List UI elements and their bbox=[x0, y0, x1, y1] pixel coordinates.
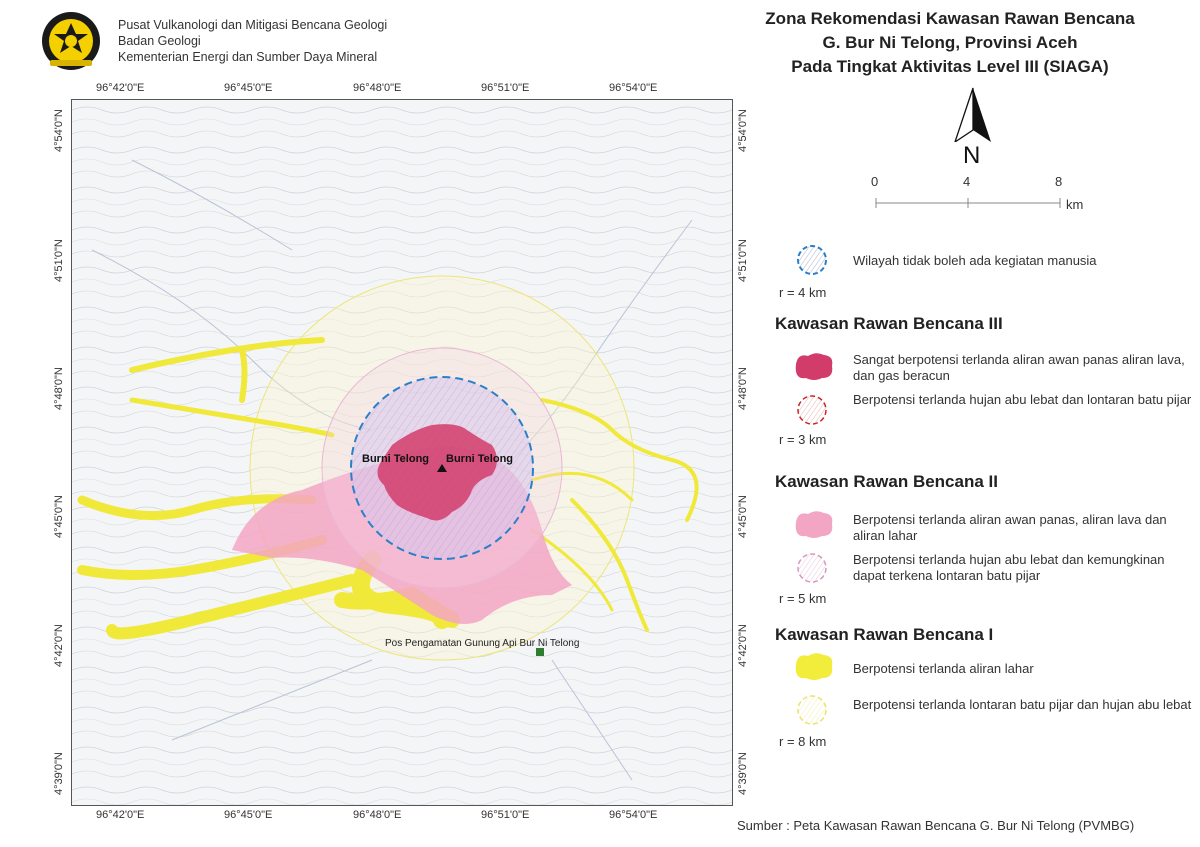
map-title-line-3: Pada Tingkat Aktivitas Level III (SIAGA) bbox=[791, 57, 1109, 76]
legend-krb3-title: Kawasan Rawan Bencana III bbox=[775, 314, 1003, 333]
lat-label-right: 4°54'0"N bbox=[737, 109, 749, 152]
legend-exclusion-text: Wilayah tidak boleh ada kegiatan manusia bbox=[853, 253, 1097, 268]
map-title-line-2: G. Bur Ni Telong, Provinsi Aceh bbox=[822, 33, 1078, 52]
lon-label-top: 96°45'0"E bbox=[224, 82, 273, 94]
map-title-line-1: Zona Rekomendasi Kawasan Rawan Bencana bbox=[765, 9, 1135, 28]
agency-line-3: Kementerian Energi dan Sumber Daya Mineral bbox=[118, 50, 378, 64]
legend-krb1-title: Kawasan Rawan Bencana I bbox=[775, 625, 994, 644]
agency-line-2: Badan Geologi bbox=[118, 34, 201, 48]
lat-label-right: 4°48'0"N bbox=[737, 367, 749, 410]
legend-krb3-flow-text: Sangat berpotensi terlanda aliran awan panas aliran lava, dan gas beracun bbox=[853, 352, 1185, 383]
lat-label-right: 4°45'0"N bbox=[737, 495, 749, 538]
legend-krb2-flow-text: Berpotensi terlanda aliran awan panas, aliran lava dan aliran lahar bbox=[853, 512, 1167, 543]
volcano-label: Burni Telong bbox=[446, 453, 514, 465]
legend-krb1-ash-text: Berpotensi terlanda lontaran batu pijar dan hujan abu lebat bbox=[853, 697, 1192, 712]
scale-tick-label: 4 bbox=[963, 174, 971, 189]
lat-label-left: 4°54'0"N bbox=[53, 109, 65, 152]
legend-exclusion-radius: r = 4 km bbox=[779, 285, 827, 300]
north-arrow-label: N bbox=[963, 142, 981, 169]
legend-krb3-flow-symbol bbox=[792, 350, 836, 389]
lat-label-right: 4°42'0"N bbox=[737, 624, 749, 667]
scale-unit: km bbox=[1066, 197, 1084, 212]
map-source-note: Sumber : Peta Kawasan Rawan Bencana G. Bur Ni Telong (PVMBG) bbox=[737, 818, 1135, 833]
esdm-logo bbox=[40, 10, 102, 72]
legend-krb3-ash-text: Berpotensi terlanda hujan abu lebat dan lontaran batu pijar bbox=[853, 392, 1192, 407]
legend-exclusion-symbol bbox=[796, 244, 828, 281]
lat-label-left: 4°51'0"N bbox=[53, 239, 65, 282]
legend-krb2-ash-text: Berpotensi terlanda hujan abu lebat dan kemungkinan dapat terkena lontaran batu pijar bbox=[853, 552, 1165, 583]
lon-label-top: 96°54'0"E bbox=[609, 82, 658, 94]
lat-label-left: 4°45'0"N bbox=[53, 495, 65, 538]
scale-bar bbox=[875, 196, 1065, 215]
legend-krb1-flow-symbol bbox=[792, 650, 836, 689]
lon-label-top: 96°42'0"E bbox=[96, 82, 145, 94]
volcano-label: Burni Telong bbox=[362, 453, 430, 465]
lat-label-left: 4°42'0"N bbox=[53, 624, 65, 667]
lat-label-left: 4°39'0"N bbox=[53, 752, 65, 795]
north-arrow bbox=[952, 86, 994, 147]
lat-label-right: 4°51'0"N bbox=[737, 239, 749, 282]
legend-krb2-ash-symbol bbox=[796, 552, 828, 589]
observation-post-marker[interactable] bbox=[536, 648, 544, 656]
lon-label-bottom: 96°48'0"E bbox=[353, 809, 402, 821]
lat-label-right: 4°39'0"N bbox=[737, 752, 749, 795]
lon-label-bottom: 96°54'0"E bbox=[609, 809, 658, 821]
legend-krb1-ash-symbol bbox=[796, 694, 828, 731]
agency-line-1: Pusat Vulkanologi dan Mitigasi Bencana Geologi bbox=[118, 18, 388, 32]
lon-label-top: 96°51'0"E bbox=[481, 82, 530, 94]
scale-tick-label: 8 bbox=[1055, 174, 1063, 189]
observation-post-label: Pos Pengamatan Gunung Api Bur Ni Telong bbox=[385, 638, 580, 649]
legend-krb3-radius: r = 3 km bbox=[779, 432, 827, 447]
lon-label-bottom: 96°42'0"E bbox=[96, 809, 145, 821]
legend-krb1-radius: r = 8 km bbox=[779, 734, 827, 749]
legend-krb3-ash-symbol bbox=[796, 394, 828, 431]
lon-label-bottom: 96°45'0"E bbox=[224, 809, 273, 821]
legend-krb1-flow-text: Berpotensi terlanda aliran lahar bbox=[853, 661, 1034, 676]
legend-krb2-flow-symbol bbox=[792, 508, 836, 547]
lon-label-bottom: 96°51'0"E bbox=[481, 809, 530, 821]
lon-label-top: 96°48'0"E bbox=[353, 82, 402, 94]
legend-krb2-title: Kawasan Rawan Bencana II bbox=[775, 472, 998, 491]
scale-tick-label: 0 bbox=[871, 174, 879, 189]
legend-krb2-radius: r = 5 km bbox=[779, 591, 827, 606]
lat-label-left: 4°48'0"N bbox=[53, 367, 65, 410]
